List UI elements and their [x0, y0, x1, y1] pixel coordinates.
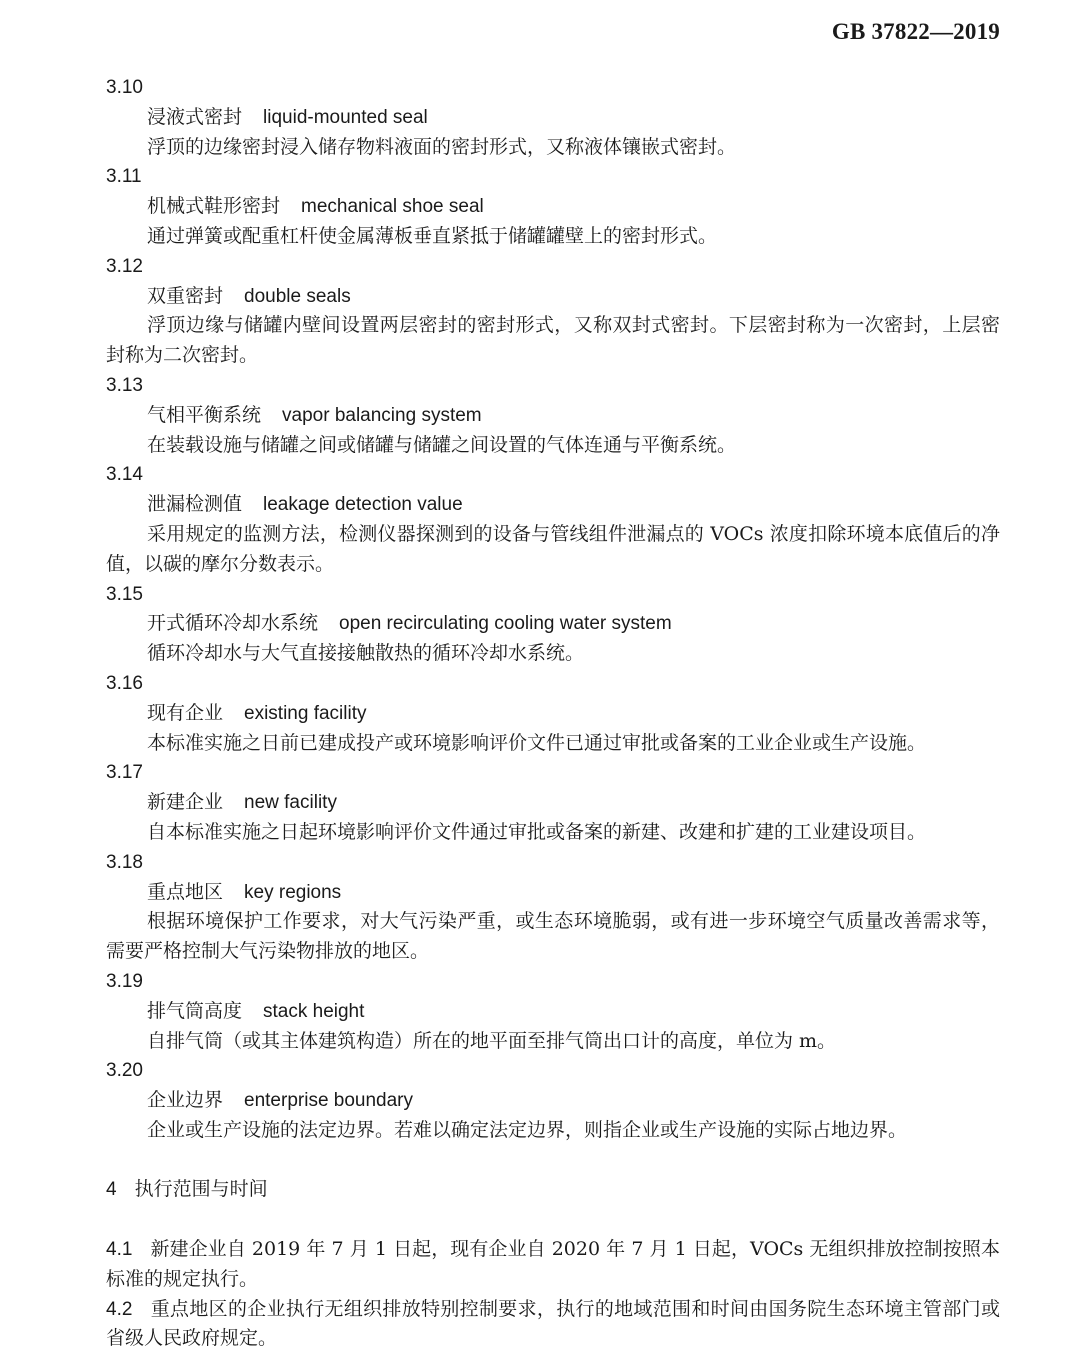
term-number: 3.20 [106, 1060, 143, 1082]
term-entry [106, 162, 1000, 251]
term-chinese: 泄漏检测值 [147, 493, 243, 516]
term-number: 3.12 [106, 255, 143, 277]
clause-number: 4.2 [106, 1298, 133, 1320]
term-definition: 自本标准实施之日起环境影响评价文件通过审批或备案的新建、改建和扩建的工业建设项目。 [147, 820, 927, 843]
term-title [106, 282, 1000, 312]
term-definition: 企业或生产设施的法定边界。若难以确定法定边界，则指企业或生产设施的实际占地边界。 [147, 1118, 908, 1141]
clause-text: 重点地区的企业执行无组织排放特别控制要求，执行的地域范围和时间由国务院生态环境主管部门或省级人民政府规定。 [106, 1297, 1000, 1350]
term-english: existing facility [244, 702, 367, 724]
term-definition: 根据环境保护工作要求，对大气污染严重，或生态环境脆弱，或有进一步环境空气质量改善需求等，需要严格控制大气污染物排放的地区。 [106, 910, 1000, 963]
term-entry [106, 252, 1000, 371]
term-chinese: 重点地区 [147, 880, 224, 903]
term-title [106, 609, 1000, 639]
term-number: 3.10 [106, 77, 143, 98]
term-english: new facility [244, 792, 337, 814]
term-entry [106, 371, 1000, 460]
term-entry [106, 758, 1000, 847]
term-entry [106, 580, 1000, 669]
term-title [106, 401, 1000, 431]
term-number: 3.11 [106, 166, 142, 188]
term-title [106, 103, 1000, 133]
clause [106, 1235, 1000, 1295]
term-chinese: 排气筒高度 [147, 999, 243, 1022]
term-entry [106, 848, 1000, 967]
term-title [106, 997, 1000, 1027]
term-entry [106, 967, 1000, 1056]
term-english: key regions [244, 881, 342, 903]
spacer [106, 1146, 1000, 1176]
term-definition: 浮顶边缘与储罐内壁间设置两层密封的密封形式，又称双封式密封。下层密封称为一次密封，上层密封称为二次密封。 [106, 314, 1000, 367]
term-chinese: 气相平衡系统 [147, 403, 262, 426]
term-chinese: 机械式鞋形密封 [147, 195, 281, 218]
term-number: 3.15 [106, 583, 143, 605]
term-chinese: 双重密封 [147, 284, 224, 307]
term-chinese: 新建企业 [147, 791, 224, 814]
term-definition: 自排气筒（或其主体建筑构造）所在的地平面至排气筒出口计的高度，单位为 m。 [147, 1029, 837, 1052]
term-entry [106, 1056, 1000, 1145]
term-english: liquid-mounted seal [263, 106, 428, 128]
term-definition: 本标准实施之日前已建成投产或环境影响评价文件已通过审批或备案的工业企业或生产设施。 [147, 731, 927, 754]
term-definition: 在装载设施与储罐之间或储罐与储罐之间设置的气体连通与平衡系统。 [147, 433, 737, 456]
term-entry [106, 460, 1000, 579]
term-title [106, 192, 1000, 222]
document-body [106, 73, 1000, 1354]
section-title: 执行范围与时间 [134, 1178, 268, 1201]
clause [106, 1295, 1000, 1354]
term-number: 3.13 [106, 374, 143, 396]
term-english: open recirculating cooling water system [339, 613, 672, 635]
clause-text: 新建企业自 2019 年 7 月 1 日起，现有企业自 2020 年 7 月 1 日起，VOCs 无组织排放控制按照本标准的规定执行。 [106, 1238, 1000, 1290]
term-number: 3.19 [106, 970, 143, 992]
term-number: 3.17 [106, 762, 143, 784]
term-english: leakage detection value [263, 494, 463, 516]
term-entry [106, 669, 1000, 758]
term-number: 3.18 [106, 851, 143, 873]
term-english: mechanical shoe seal [301, 196, 484, 218]
term-definition: 循环冷却水与大气直接接触散热的循环冷却水系统。 [147, 642, 585, 665]
term-chinese: 开式循环冷却水系统 [147, 612, 319, 635]
term-entry [106, 73, 1000, 162]
term-english: vapor balancing system [282, 404, 482, 426]
term-chinese: 企业边界 [147, 1089, 224, 1112]
term-english: enterprise boundary [244, 1090, 414, 1112]
clause-number: 4.1 [106, 1239, 133, 1261]
section-number: 4 [106, 1179, 117, 1201]
term-title [106, 788, 1000, 818]
term-english: double seals [244, 285, 351, 307]
term-title [106, 878, 1000, 908]
term-number: 3.16 [106, 672, 143, 694]
spacer [106, 1205, 1000, 1235]
term-title [106, 490, 1000, 520]
section-heading [106, 1175, 1000, 1205]
term-title [106, 1086, 1000, 1116]
term-definition: 采用规定的监测方法，检测仪器探测到的设备与管线组件泄漏点的 VOCs 浓度扣除环境本底值后的净值，以碳的摩尔分数表示。 [106, 522, 1000, 575]
term-definition: 浮顶的边缘密封浸入储存物料液面的密封形式，又称液体镶嵌式密封。 [147, 135, 737, 158]
term-number: 3.14 [106, 464, 143, 486]
term-definition: 通过弹簧或配重杠杆使金属薄板垂直紧抵于储罐罐壁上的密封形式。 [147, 224, 718, 247]
standard-code: GB 37822—2019 [831, 19, 1000, 44]
term-english: stack height [263, 1000, 365, 1022]
term-title [106, 699, 1000, 729]
term-chinese: 浸液式密封 [147, 105, 243, 128]
term-chinese: 现有企业 [147, 701, 224, 724]
